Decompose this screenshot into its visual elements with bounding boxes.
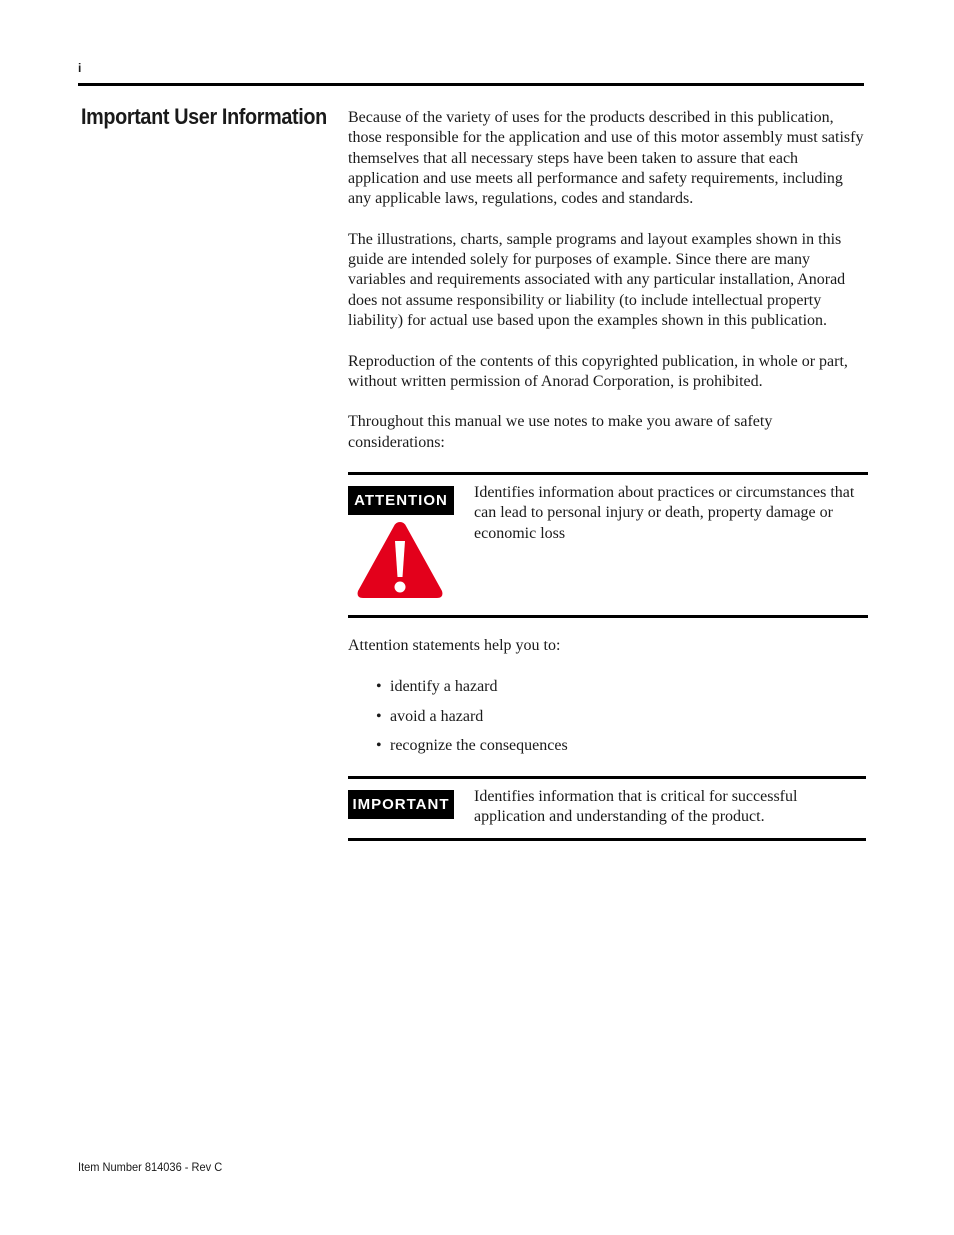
important-notice: [348, 776, 866, 841]
body-text: [348, 108, 868, 473]
attention-intro: Attention statements help you to:: [348, 637, 561, 654]
bullet-glyph: •: [376, 678, 382, 695]
list-item: [376, 736, 568, 766]
bullet-glyph: •: [376, 737, 382, 754]
bullet-glyph: •: [376, 707, 382, 725]
warning-triangle-icon: [355, 519, 445, 601]
important-badge: IMPORTANT: [348, 790, 454, 819]
list-item-text: identify a hazard: [390, 678, 498, 695]
attention-badge: ATTENTION: [348, 486, 454, 515]
paragraph-reproduction: Reproduction of the contents of this copyrighted publication, in whole or part, without written permission of Anorad Corporation, is prohibited.: [348, 352, 848, 390]
header-rule: [78, 83, 864, 86]
attention-text: Identifies information about practices or circumstances that can lead to personal injury or death, property damage or economic loss: [474, 484, 855, 542]
list-item-text: recognize the consequences: [390, 737, 568, 754]
paragraph-safety-notes: Throughout this manual we use notes to make you aware of safety considerations:: [348, 413, 773, 451]
list-item-text: avoid a hazard: [390, 707, 484, 725]
page-number: i: [78, 61, 82, 75]
attention-list: [376, 677, 568, 766]
attention-notice: [348, 472, 868, 618]
list-item: [376, 677, 568, 707]
paragraph-variety-of-uses: Because of the variety of uses for the products described in this publication, those responsible for the application and use of this motor assembly must satisfy themselves that all necessary steps have been taken to assure that each application and use meets all performance and safety requirements, including any applicable laws, regulations, codes and standards.: [348, 109, 864, 208]
important-text: Identifies information that is critical for successful application and understanding of the product.: [474, 788, 798, 826]
list-item: [376, 707, 568, 737]
section-title: Important User Information: [81, 104, 327, 129]
footer-item-number: Item Number 814036 - Rev C: [78, 1160, 223, 1174]
paragraph-illustrations: The illustrations, charts, sample programs and layout examples shown in this guide are intended solely for purposes of example. Since there are many variables and requirements associated with any particular installation, Anorad does not assume responsibility or liability (to include intellectual property liability) for actual use based upon the examples shown in this publication.: [348, 230, 846, 329]
